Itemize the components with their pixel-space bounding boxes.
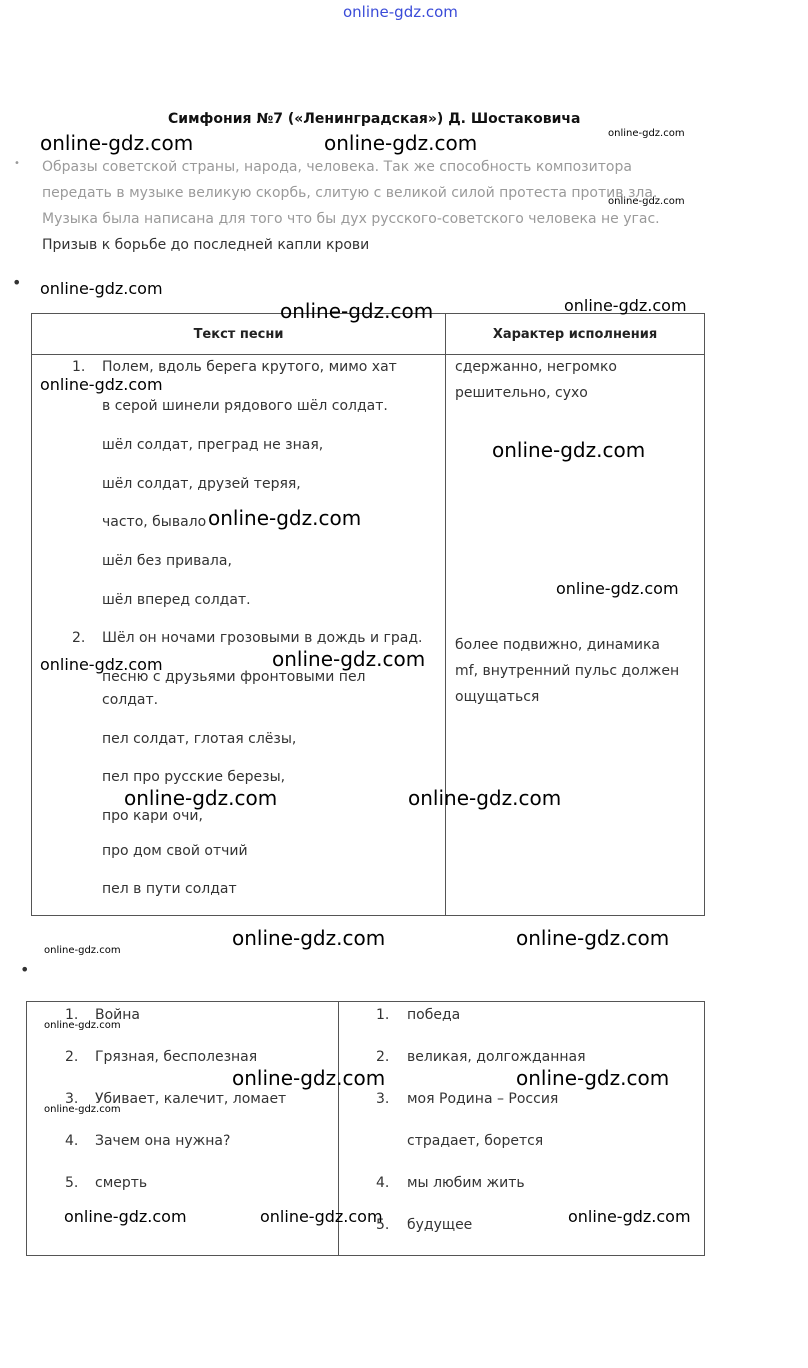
performance-note: mf, внутренний пульс должен — [455, 663, 680, 679]
item-number: 1. — [65, 1007, 79, 1023]
list-item: победа — [407, 1007, 461, 1023]
lyric-line: часто, бывало — [102, 514, 207, 530]
column-header-lyrics: Текст песни — [32, 314, 446, 355]
performance-note: сдержанно, негромко — [455, 359, 617, 375]
song-table — [31, 313, 705, 916]
item-number: 5. — [376, 1217, 390, 1233]
watermark: online-gdz.com — [124, 786, 278, 810]
lyric-line: пел солдат, глотая слёзы, — [102, 731, 297, 747]
watermark: online-gdz.com — [40, 279, 163, 298]
watermark: online-gdz.com — [608, 128, 685, 139]
intro-line: передать в музыке великую скорбь, слитую с великой силой протеста против зла. — [42, 185, 658, 201]
list-item: будущее — [407, 1217, 473, 1233]
page-title: Симфония №7 («Ленинградская») Д. Шостаковича — [168, 111, 581, 127]
watermark: online-gdz.com — [260, 1207, 383, 1226]
item-number: 1. — [376, 1007, 390, 1023]
watermark: online-gdz.com — [564, 296, 687, 315]
item-number: 2. — [65, 1049, 79, 1065]
list-item: мы любим жить — [407, 1175, 525, 1191]
site-header-link[interactable]: online-gdz.com — [343, 3, 458, 21]
item-number: 4. — [376, 1175, 390, 1191]
watermark: online-gdz.com — [608, 196, 685, 207]
list-item: великая, долгожданная — [407, 1049, 586, 1065]
watermark: online-gdz.com — [232, 1066, 386, 1090]
list-item: моя Родина – Россия — [407, 1091, 559, 1107]
intro-paragraph — [42, 154, 660, 258]
lyric-line: шёл вперед солдат. — [102, 592, 251, 608]
lyrics-cell — [32, 355, 445, 915]
verse-number: 2. — [72, 630, 86, 646]
bullet-marker: • — [20, 960, 30, 979]
lyric-line: шёл солдат, преград не зная, — [102, 437, 324, 453]
lyric-line: Полем, вдоль берега крутого, мимо хат — [102, 359, 397, 375]
lyric-line: пел в пути солдат — [102, 881, 237, 897]
bullet-marker: • — [12, 273, 22, 292]
list-item: Убивает, калечит, ломает — [95, 1091, 287, 1107]
list-item: страдает, борется — [407, 1133, 544, 1149]
lyric-line: шёл без привала, — [102, 553, 232, 569]
intro-line: Призыв к борьбе до последней капли крови — [42, 237, 370, 253]
lyric-line: про дом свой отчий — [102, 843, 248, 859]
watermark: online-gdz.com — [44, 1104, 121, 1115]
lyric-line: солдат. — [102, 692, 159, 708]
watermark: online-gdz.com — [492, 438, 646, 462]
watermark: online-gdz.com — [516, 1066, 670, 1090]
watermark: online-gdz.com — [40, 375, 163, 394]
list-item: Война — [95, 1007, 141, 1023]
performance-note: решительно, сухо — [455, 385, 588, 401]
item-number: 5. — [65, 1175, 79, 1191]
watermark: online-gdz.com — [44, 1020, 121, 1031]
watermark: online-gdz.com — [40, 655, 163, 674]
watermark: online-gdz.com — [64, 1207, 187, 1226]
watermark: online-gdz.com — [324, 131, 478, 155]
item-number: 3. — [65, 1091, 79, 1107]
watermark: online-gdz.com — [408, 786, 562, 810]
lyric-line: пел про русские березы, — [102, 769, 286, 785]
lyric-line: Шёл он ночами грозовыми в дождь и град. — [102, 630, 423, 646]
list-item: смерть — [95, 1175, 148, 1191]
watermark: online-gdz.com — [272, 647, 426, 671]
lyric-line: шёл солдат, друзей теряя, — [102, 476, 301, 492]
list-item: Зачем она нужна? — [95, 1133, 231, 1149]
watermark: online-gdz.com — [568, 1207, 691, 1226]
lyric-line: в серой шинели рядового шёл солдат. — [102, 398, 388, 414]
performance-note: более подвижно, динамика — [455, 637, 661, 653]
watermark: online-gdz.com — [40, 131, 194, 155]
watermark: online-gdz.com — [556, 579, 679, 598]
intro-line: Образы советской страны, народа, человека. Так же способность композитора — [42, 159, 632, 175]
watermark: online-gdz.com — [232, 926, 386, 950]
watermark: online-gdz.com — [280, 299, 434, 323]
lyric-line: про кари очи, — [102, 808, 203, 824]
item-number: 2. — [376, 1049, 390, 1065]
watermark: online-gdz.com — [208, 506, 362, 530]
bullet-marker: • — [14, 158, 20, 169]
performance-note: ощущаться — [455, 689, 540, 705]
verse-number: 1. — [72, 359, 86, 375]
item-number: 4. — [65, 1133, 79, 1149]
watermark: online-gdz.com — [516, 926, 670, 950]
watermark: online-gdz.com — [44, 945, 121, 956]
item-number: 3. — [376, 1091, 390, 1107]
intro-line: Музыка была написана для того что бы дух русского-советского человека не угас. — [42, 211, 660, 227]
lyric-line: песню с друзьями фронтовыми пел — [102, 669, 366, 685]
column-header-performance: Характер исполнения — [446, 314, 705, 355]
list-item: Грязная, бесполезная — [95, 1049, 258, 1065]
